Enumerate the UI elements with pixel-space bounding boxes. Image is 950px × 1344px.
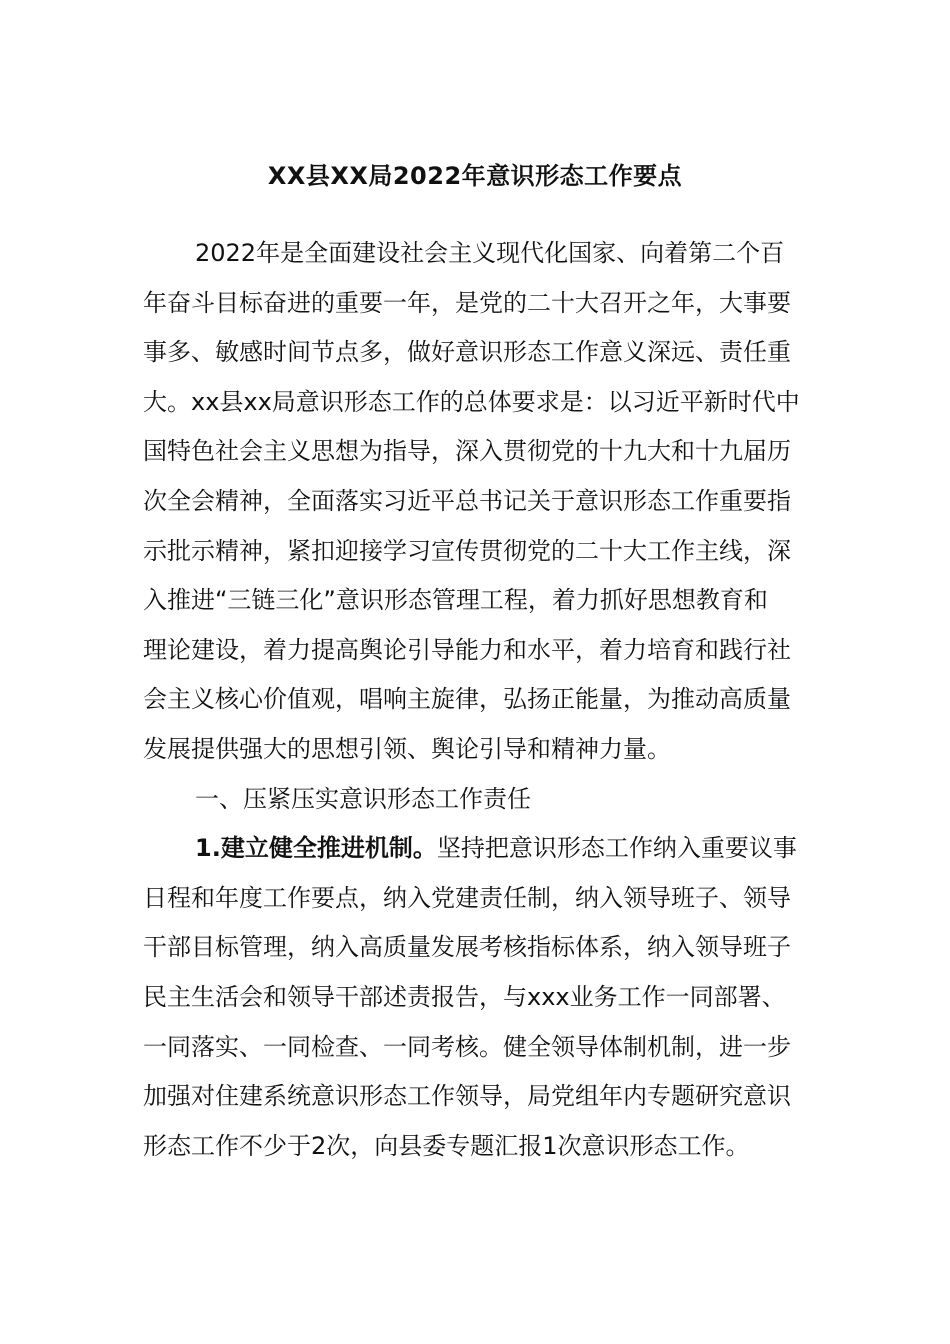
item-line: 日程和年度工作要点，纳入党建责任制，纳入领导班子、领导 [143, 883, 791, 912]
item-line: 民主生活会和领导干部述责报告，与xxx业务工作一同部署、 [143, 982, 786, 1011]
document-body [143, 229, 808, 1171]
paragraph-line: 年奋斗目标奋进的重要一年，是党的二十大召开之年，大事要 [143, 288, 791, 317]
paragraph-line: 事多、敏感时间节点多，做好意识形态工作意义深远、责任重 [143, 338, 791, 367]
paragraph-line: 国特色社会主义思想为指导，深入贯彻党的十九大和十九届历 [143, 437, 791, 466]
paragraph-line: 示批示精神，紧扣迎接学习宣传贯彻党的二十大工作主线，深 [143, 536, 791, 565]
paragraph-line: 发展提供强大的思想引领、舆论引导和精神力量。 [143, 734, 671, 763]
item-line: 干部目标管理，纳入高质量发展考核指标体系，纳入领导班子 [143, 933, 791, 962]
paragraph-line: 会主义核心价值观，唱响主旋律，弘扬正能量，为推动高质量 [143, 685, 791, 714]
paragraph-line: 入推进“三链三化”意识形态管理工程，着力抓好思想教育和 [143, 586, 768, 615]
item-bold-lead: 1.建立健全推进机制。 [195, 834, 437, 863]
document-title: XX县XX局2022年意识形态工作要点 [267, 162, 683, 190]
section-heading: 一、压紧压实意识形态工作责任 [195, 784, 531, 813]
item-line: 加强对住建系统意识形态工作领导，局党组年内专题研究意识 [143, 1082, 791, 1111]
item-line: 一同落实、一同检查、一同考核。健全领导体制机制，进一步 [143, 1032, 791, 1061]
item-first-line-text: 坚持把意识形态工作纳入重要议事 [436, 834, 797, 863]
paragraph-line: 2022年是全面建设社会主义现代化国家、向着第二个百 [195, 239, 785, 267]
item-line: 形态工作不少于2次，向县委专题汇报1次意识形态工作。 [143, 1131, 750, 1160]
paragraph-line: 理论建设，着力提高舆论引导能力和水平，着力培育和践行社 [143, 635, 791, 664]
item-first-line [143, 824, 808, 874]
paragraph-line: 次全会精神，全面落实习近平总书记关于意识形态工作重要指 [143, 486, 791, 515]
paragraph-line: 大。xx县xx局意识形态工作的总体要求是：以习近平新时代中 [143, 387, 800, 416]
